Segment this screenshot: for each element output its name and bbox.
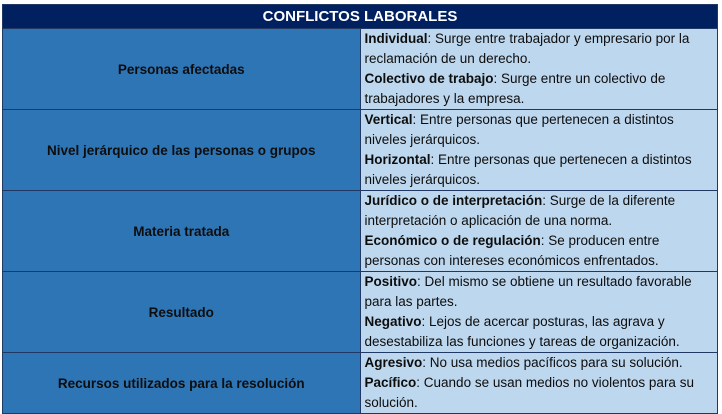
entry [365,373,714,413]
table-title: CONFLICTOS LABORALES [3,5,718,29]
entry [365,272,714,312]
entry-term: Vertical [364,112,413,127]
entry [365,150,714,190]
table-row [3,191,718,272]
entry-text: : Entre personas que pertenecen a distintos niveles jerárquicos. [364,152,692,187]
entry-term: Individual [364,31,428,46]
row-description [360,272,718,353]
entry-term: Económico o de regulación [364,233,541,248]
entry-term: Horizontal [364,152,431,167]
table-row [3,110,718,191]
row-label: Nivel jerárquico de las personas o grupos [3,110,361,191]
entry-term: Negativo [364,314,422,329]
entry-term: Colectivo de trabajo [364,71,494,86]
row-label: Personas afectadas [3,29,361,110]
row-label: Resultado [3,272,361,353]
entry-text: : No usa medios pacíficos para su solución. [422,355,683,370]
row-label: Recursos utilizados para la resolución [3,353,361,414]
entry-text: : Surge entre un colectivo de trabajadores y la empresa. [364,71,666,106]
row-label: Materia tratada [3,191,361,272]
entry-text: : Se producen entre personas con intereses económicos enfrentados. [364,233,660,268]
entry-text: : Entre personas que pertenecen a distintos niveles jerárquicos. [364,112,674,147]
row-description [360,110,718,191]
entry [365,191,714,231]
row-description [360,29,718,110]
conflicts-table [2,4,718,414]
row-description [360,191,718,272]
entry [365,69,714,109]
entry-text: : Surge de la diferente interpretación o aplicación de una norma. [364,193,676,228]
table-row [3,353,718,414]
entry [365,110,714,150]
row-description [360,353,718,414]
entry [365,353,714,373]
table-row [3,272,718,353]
entry-text: : Del mismo se obtiene un resultado favorable para las partes. [364,274,692,309]
entry-text: : Surge entre trabajador y empresario por la reclamación de un derecho. [364,31,690,66]
entry-term: Agresivo [364,355,423,370]
entry-term: Jurídico o de interpretación [364,193,543,208]
entry-term: Positivo [364,274,418,289]
entry-text: : Lejos de acercar posturas, las agrava y desestabiliza las funciones y tareas de organización. [364,314,680,349]
entry-text: : Cuando se usan medios no violentos para su solución. [364,375,694,410]
entry [365,231,714,271]
entry [365,312,714,352]
entry [365,29,714,69]
table-row [3,29,718,110]
entry-term: Pacífico [364,375,417,390]
